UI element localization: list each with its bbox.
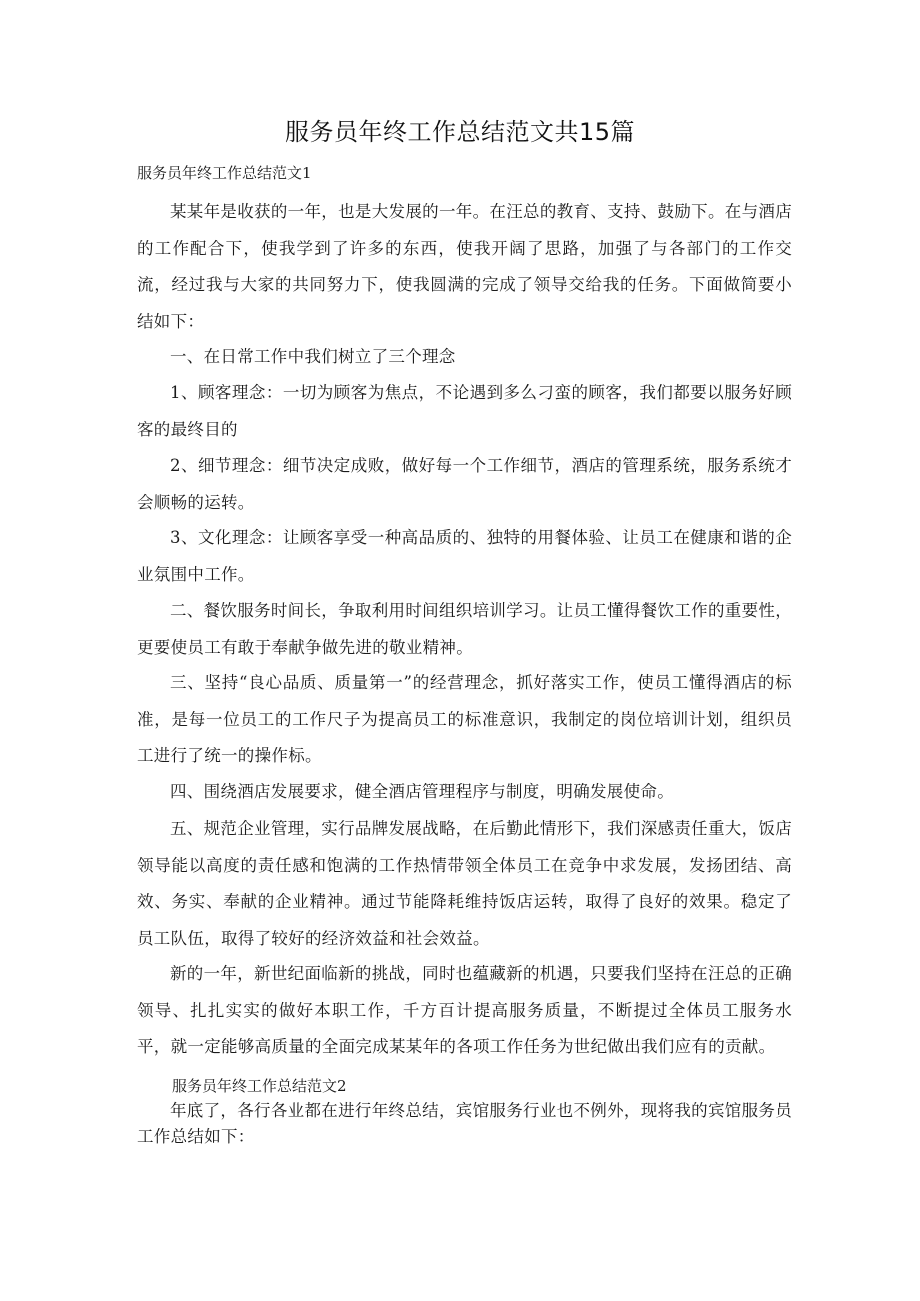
paragraph-culture-concept: 3、文化理念：让顾客享受一种高品质的、独特的用餐体验、让员工在健康和谐的企业氛围中工作。 (137, 528, 792, 584)
paragraph-new-year: 新的一年，新世纪面临新的挑战，同时也蕴藏新的机遇，只要我们坚持在汪总的正确领导、扎扎实实的做好本职工作，千方百计提高服务质量，不断提过全体员工服务水平，就一定能够高质量的全面完成某某年的各项工作任务为世纪做出我们应有的贡献。 (137, 964, 792, 1056)
document-title: 服务员年终工作总结范文共15篇 (284, 118, 636, 146)
paragraph-point-5: 五、规范企业管理，实行品牌发展战略，在后勤此情形下，我们深感责任重大，饭店领导能以高度的责任感和饱满的工作热情带领全体员工在竞争中求发展，发扬团结、高效、务实、奉献的企业精神。通过节能降耗维持饭店运转，取得了良好的效果。稳定了员工队伍，取得了较好的经济效益和社会效益。 (137, 819, 792, 948)
section-heading-1: 服务员年终工作总结范文1 (137, 164, 312, 182)
paragraph-section2-intro: 年底了，各行各业都在进行年终总结，宾馆服务行业也不例外，现将我的宾馆服务员工作总结如下： (137, 1101, 792, 1146)
paragraph-detail-concept: 2、细节理念：细节决定成败，做好每一个工作细节，酒店的管理系统，服务系统才会顺畅的运转。 (137, 456, 792, 512)
paragraph-point-2: 二、餐饮服务时间长，争取利用时间组织培训学习。让员工懂得餐饮工作的重要性，更要使员工有敢于奉献争做先进的敬业精神。 (137, 601, 792, 657)
paragraph-intro: 某某年是收获的一年，也是大发展的一年。在汪总的教育、支持、鼓励下。在与酒店的工作配合下，使我学到了许多的东西，使我开阔了思路，加强了与各部门的工作交流，经过我与大家的共同努力下，使我圆满的完成了领导交给我的任务。下面做简要小结如下： (137, 202, 792, 331)
paragraph-customer-concept: 1、顾客理念：一切为顾客为焦点，不论遇到多么刁蛮的顾客，我们都要以服务好顾客的最终目的 (137, 383, 792, 439)
section-heading-2: 服务员年终工作总结范文2 (172, 1077, 347, 1095)
paragraph-point-3: 三、坚持“良心品质、质量第一”的经营理念，抓好落实工作，使员工懂得酒店的标准，是每一位员工的工作尺子为提高员工的标准意识，我制定的岗位培训计划，组织员工进行了统一的操作标。 (137, 673, 792, 765)
paragraph-point-1: 一、在日常工作中我们树立了三个理念 (170, 347, 456, 366)
paragraph-point-4: 四、围绕酒店发展要求，健全酒店管理程序与制度，明确发展使命。 (170, 782, 674, 801)
